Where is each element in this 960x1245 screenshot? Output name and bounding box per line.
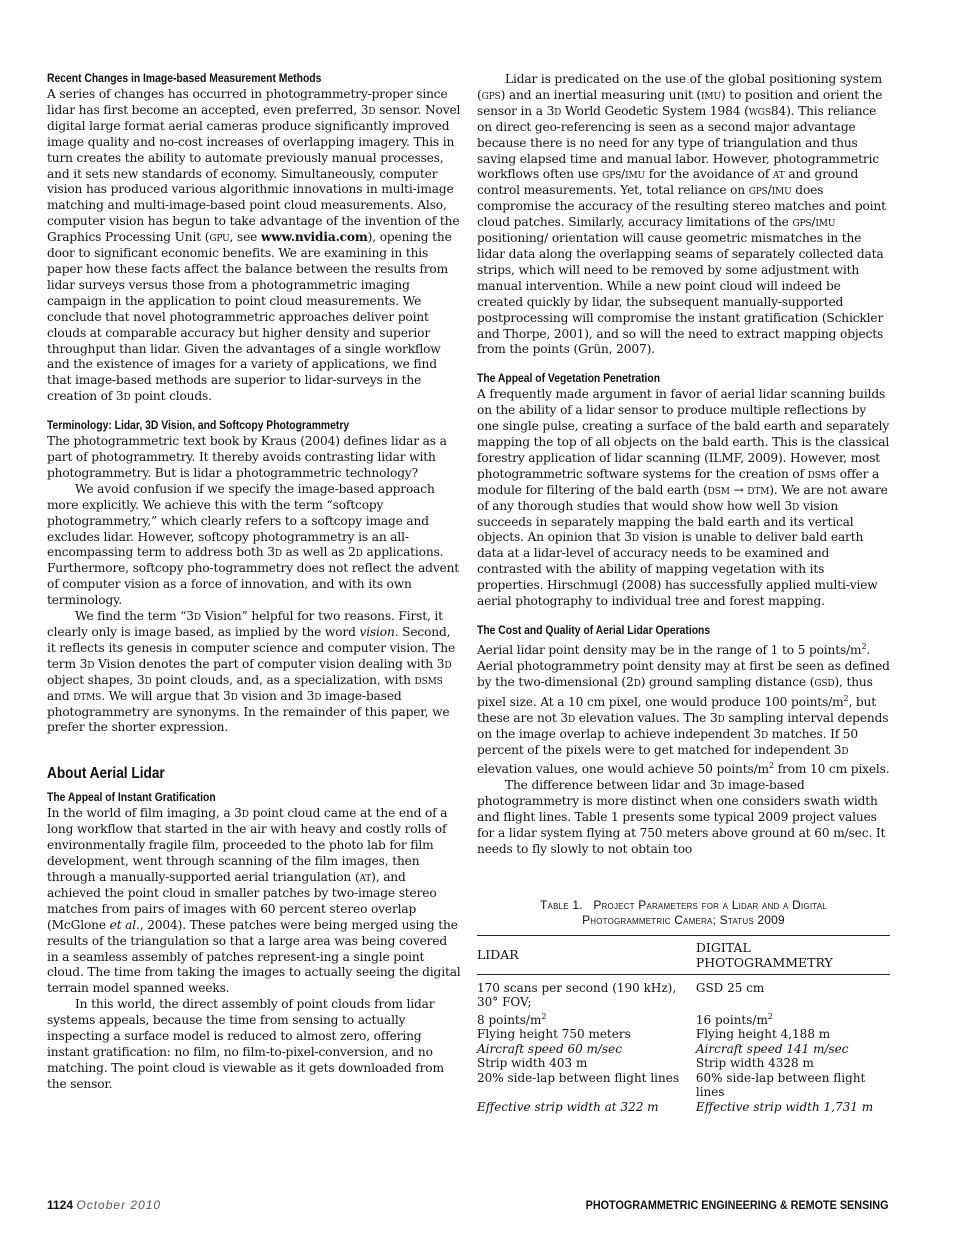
section-heading-about-aerial-lidar: About Aerial Lidar [47,765,165,783]
table-row [477,1100,890,1115]
table-caption-line: Table 1. Project Parameters for a Lidar and a Digital [540,897,827,912]
subsection-heading-vegetation-penetration: The Appeal of Vegetation Penetration [477,373,661,386]
section-heading-terminology: Terminology: Lidar, 3D Vision, and Softcopy Photogrammetry [47,420,350,433]
table-cell-lidar: Flying height 750 meters [477,1027,631,1042]
table-cell-photogrammetry: Flying height 4,188 m [695,1027,831,1042]
subsection-heading-instant-gratification: The Appeal of Instant Gratification [47,792,216,805]
paragraph: We avoid confusion if we specify the image-based approach more explicitly. We achieve this with the term “softcopy photogrammetry,” which clearly refers to a softcopy image and excludes lidar. However, softcopy photogrammetry is an all-encompassing term to address both 3d as well as 2d applications. Furthermore, softcopy pho-togrammetry does not reflect the advent of computer vision as a force of innovation, and with its own terminology. [47,481,460,608]
table-row [477,1010,890,1028]
table-row [477,1042,890,1057]
table-caption [477,898,890,928]
table-cell-photogrammetry: 60% side-lap between flight lines [695,1070,866,1100]
section-heading-recent-changes: Recent Changes in Image-based Measurement Methods [47,73,322,85]
table-cell-lidar: 170 scans per second (190 kHz), 30° FOV; [477,980,677,1010]
table-header-digital-photogrammetry: DIGITAL PHOTOGRAMMETRY [695,939,833,970]
table-cell-photogrammetry: Effective strip width 1,731 m [695,1099,874,1114]
paragraph: Lidar is predicated on the use of the global positioning system (gps) and an inertial measuring unit (imu) to position and orient the sensor in a 3d World Geodetic System 1984 (wgs84). This reliance on direct geo-referencing is seen as a second major advantage because there is no need for any type of triangulation and thus saving elapsed time and manual labor. However, photogrammetric workflows often use gps/imu for the avoidance of at and ground control measurements. Yet, total reliance on gps/imu does compromise the accuracy of the resulting stereo matches and point cloud patches. Similarly, accuracy limitations of the gps/imu positioning/ orientation will cause geometric mismatches in the lidar data along the overlapping seams of separately collected data strips, which will need to be removed by some adjustment with manual intervention. While a new point cloud will indeed be created quickly by lidar, the subsequent manually-supported postprocessing will compromise the instant gratification (Schickler and Thorpe, 2001), and so will the need to extract mapping objects from the points (Grün, 2007). [477,72,886,357]
table-row [477,1056,890,1071]
left-column [47,72,462,1093]
table-cell-lidar: 8 points/$m^2$ [477,1011,547,1027]
paragraph: A frequently made argument in favor of aerial lidar scanning builds on the ability of a lidar sensor to produce multiple reflections by one single pulse, creating a surface of the bald earth and separately mapping the top of all objects on the bald earth. This is the classical forestry application of lidar scanning (ILMF, 2009). However, most photogrammetric software systems for the creation of dsms offer a module for filtering of the bald earth (dsm → dtm). We are not aware of any thorough studies that would show how well 3d vision succeeds in separately mapping the bald earth and its vertical objects. An opinion that 3d vision is unable to deliver bald earth data at a lidar-level of accuracy needs to be examined and contrasted with the ability of mapping vegetation with its properties. Hirschmugl (2008) has successfully applied multi-view aerial photography to individual tree and forest mapping. [477,387,890,609]
paragraph: The difference between lidar and 3d image-based photogrammetry is more distinct when one considers swath width and flight lines. Table 1 presents some typical 2009 project values for a lidar system flying at 750 meters above ground at 60 m/sec. It needs to fly slowly to not obtain too [477,778,886,857]
issue-date: October 2010 [76,1198,162,1212]
paragraph: A series of changes has occurred in photogrammetry-proper since lidar has first become an accepted, even preferred, 3d sensor. Novel digital large format aerial cameras produce significantly improved image quality and no-cost increases of overlapping imagery. This in turn creates the ability to automate previously manual processes, and it sets new standards of economy. Simultaneously, computer vision has produced various algorithmic innovations in multi-image matching and multi-image-based point cloud measurements. Also, computer vision has begun to take advantage of the invention of the Graphics Processing Unit (gpu, see www.nvidia.com), opening the door to significant economic benefits. We are examining in this paper how these facts affect the balance between the results from lidar surveys versus those from a photogrammetric imaging campaign in the application to point cloud measurements. We conclude that novel photogrammetric approaches deliver point clouds at comparable accuracy but higher density and superior throughput than lidar. Given the advantages of a single workflow and the existence of images for a variety of applications, we find that image-based methods are superior to lidar-surveys in the creation of 3d point clouds. [47,87,461,404]
table-cell-lidar: Effective strip width at 322 m [477,1099,659,1114]
table-caption-line: Photogrammetric Camera; Status 2009 [582,912,785,927]
page-number: 1124 [47,1198,74,1212]
table-cell-photogrammetry: 16 points/$m^2$ [695,1011,773,1027]
parameters-table [477,935,890,1115]
right-column [477,72,890,1114]
table-cell-lidar: Aircraft speed 60 m/sec [477,1041,622,1056]
table-row [477,1071,890,1100]
paragraph: We find the term “3d Vision” helpful for two reasons. First, it clearly only is image based, as implied by the word vision. Second, it reflects its genesis in computer science and computer vision. The term 3d Vision denotes the part of computer vision dealing with 3d object shapes, 3d point clouds, and, as a specialization, with dsms and dtms. We will argue that 3d vision and 3d image-based photogrammetry are synonyms. In the remainder of this paper, we prefer the shorter expression. [47,609,456,735]
table-row [477,1027,890,1042]
subsection-heading-cost-quality: The Cost and Quality of Aerial Lidar Operations [477,625,711,637]
paragraph: In this world, the direct assembly of point clouds from lidar systems appeals, because the time from sensing to actually inspecting a surface model is reduced to almost zero, offering instant gratification: no film, no film-to-pixel-conversion, and no matching. The point cloud is viewable as it gets downloaded from the sensor. [47,997,444,1091]
table-cell-lidar: Strip width 403 m [477,1056,588,1071]
table-cell-lidar: 20% side-lap between flight lines [477,1070,679,1085]
table-body [477,974,890,1114]
table-row [477,974,890,1010]
footer-page-info [47,1198,161,1212]
table-cell-photogrammetry: Aircraft speed 141 m/sec [695,1041,849,1056]
journal-name: PHOTOGRAMMETRIC ENGINEERING & REMOTE SENSING [585,1198,888,1212]
table-cell-photogrammetry: Strip width 4328 m [695,1056,814,1071]
paragraph: In the world of film imaging, a 3d point cloud came at the end of a long workflow that started in the air with heavy and costly rolls of environmentally fragile film, proceeded to the photo lab for film development, went through scanning of the film images, then through a manually-supported aerial triangulation (at), and achieved the point cloud in smaller patches by two-image stereo matches from pairs of images with 60 percent stereo overlap (McGlone et al., 2004). These patches were being merged using the results of the triangulation so that a large area was being covered in a seamless assembly of patches represent-ing a single point cloud. The time from taking the images to actually seeing the digital terrain model spanned weeks. [47,806,461,996]
paragraph: Aerial lidar point density may be in the range of 1 to 5 points/$m^2$. Aerial photogrammetry point density may at first be seen as defined by the two-dimensional (2d) ground sampling distance (gsd), thus pixel size. At a 10 cm pixel, one would produce 100 points/$m^2$, but these are not 3d elevation values. The 3d sampling interval depends on the image overlap to achieve independent 3d matches. If 50 percent of the pixels were to get matched for independent 3d elevation values, one would achieve 50 points/$m^2$ from 10 cm pixels. [477,642,890,777]
paragraph: The photogrammetric text book by Kraus (2004) defines lidar as a part of photogrammetry. It thereby avoids contrasting lidar with photogrammetry. But is lidar a photogrammetric technology? [47,434,447,480]
table-cell-photogrammetry: GSD 25 cm [695,980,765,995]
table-header-lidar: LIDAR [477,947,519,963]
